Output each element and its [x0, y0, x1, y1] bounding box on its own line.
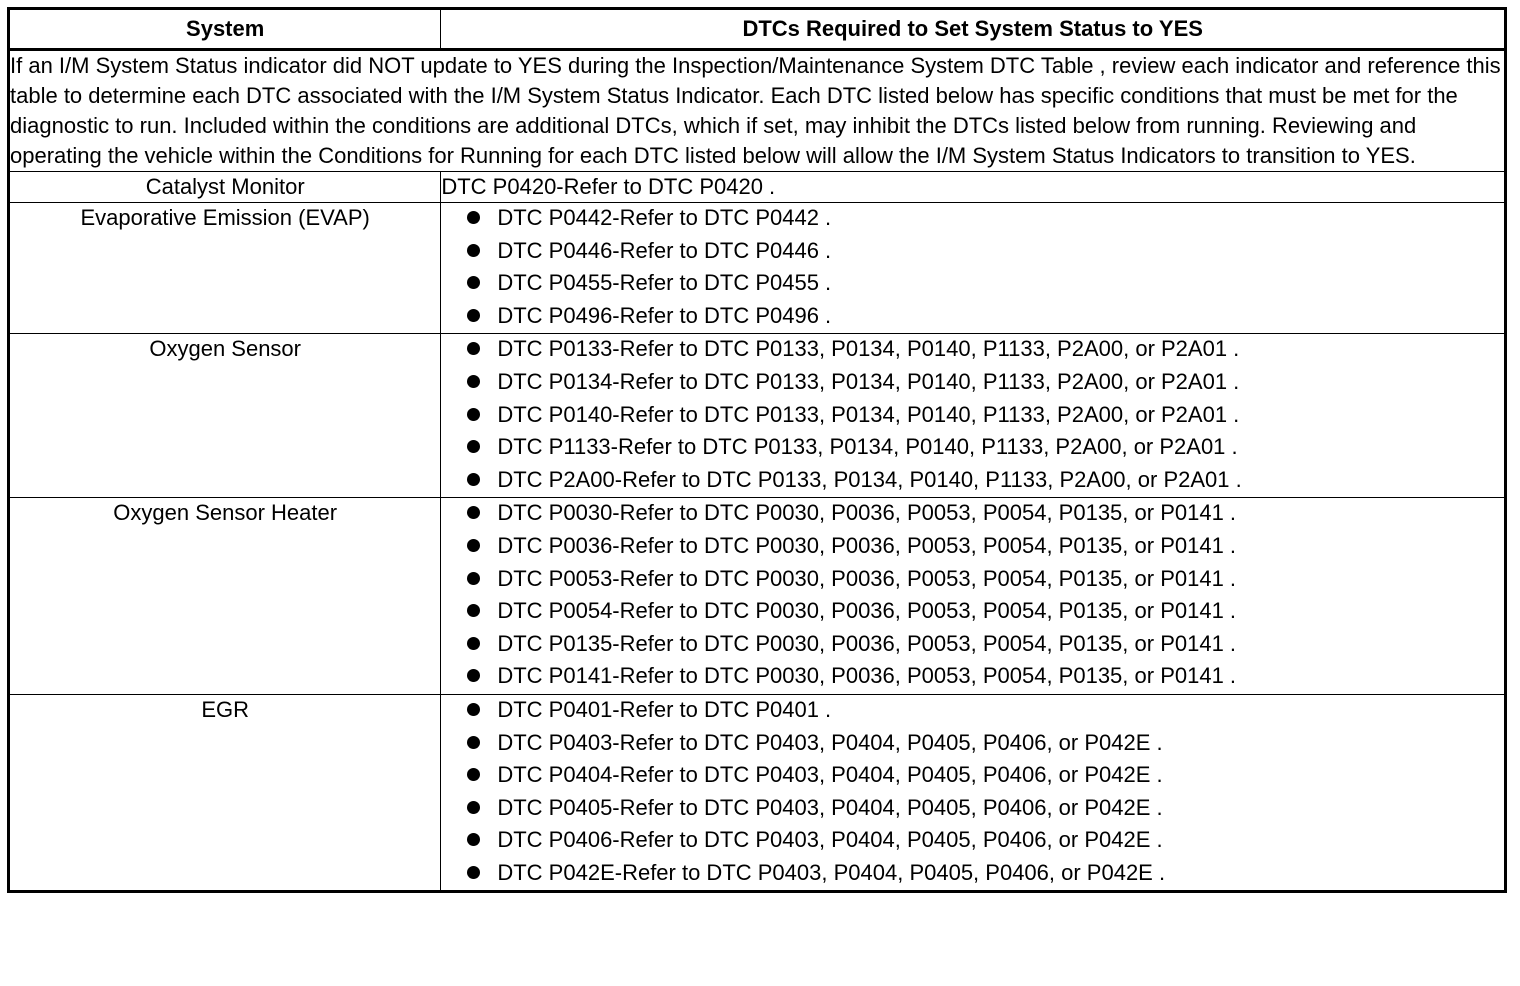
dtc-entry: DTC P0403-Refer to DTC P0403, P0404, P0405, P0406, or P042E .: [497, 729, 1163, 755]
dtc-list-cell: [441, 498, 1506, 695]
dtc-entry: DTC P0401-Refer to DTC P0401 .: [497, 696, 832, 722]
bullet-icon: [467, 539, 480, 552]
list-item: [441, 760, 1504, 793]
bullet-icon: [467, 637, 480, 650]
table-row: [9, 172, 1506, 203]
list-item: [441, 661, 1504, 694]
dtc-list: [441, 203, 1504, 333]
dtc-list: [441, 334, 1504, 497]
list-item: [441, 629, 1504, 662]
list-item: [441, 498, 1504, 531]
bullet-icon: [467, 244, 480, 257]
system-name: Oxygen Sensor: [9, 334, 441, 498]
list-item: [441, 432, 1504, 465]
dtc-list: [441, 498, 1504, 694]
list-item: [441, 858, 1504, 891]
system-name: Catalyst Monitor: [9, 172, 441, 203]
dtc-entry: DTC P0420-Refer to DTC P0420 .: [441, 172, 1506, 203]
bullet-icon: [467, 506, 480, 519]
list-item: [441, 203, 1504, 236]
dtc-entry: DTC P0134-Refer to DTC P0133, P0134, P0140, P1133, P2A00, or P2A01 .: [497, 368, 1240, 394]
dtc-entry: DTC P0405-Refer to DTC P0403, P0404, P0405, P0406, or P042E .: [497, 794, 1163, 820]
dtc-list: [441, 695, 1504, 891]
dtc-entry: DTC P0054-Refer to DTC P0030, P0036, P0053, P0054, P0135, or P0141 .: [497, 598, 1237, 624]
bullet-icon: [467, 309, 480, 322]
dtc-entry: DTC P2A00-Refer to DTC P0133, P0134, P0140, P1133, P2A00, or P2A01 .: [497, 466, 1242, 492]
dtc-list-cell: [441, 334, 1506, 498]
bullet-icon: [467, 375, 480, 388]
bullet-icon: [467, 408, 480, 421]
dtc-entry: DTC P0133-Refer to DTC P0133, P0134, P0140, P1133, P2A00, or P2A01 .: [497, 336, 1240, 362]
table-header-row: [9, 9, 1506, 50]
dtc-entry: DTC P0053-Refer to DTC P0030, P0036, P0053, P0054, P0135, or P0141 .: [497, 565, 1237, 591]
bullet-icon: [467, 866, 480, 879]
system-name: Evaporative Emission (EVAP): [9, 203, 441, 334]
list-item: [441, 531, 1504, 564]
list-item: [441, 334, 1504, 367]
system-name: EGR: [9, 694, 441, 892]
dtc-entry: DTC P0030-Refer to DTC P0030, P0036, P0053, P0054, P0135, or P0141 .: [497, 500, 1237, 526]
dtc-list-cell: [441, 694, 1506, 892]
header-dtcs-required: DTCs Required to Set System Status to YES: [441, 9, 1506, 50]
list-item: [441, 596, 1504, 629]
dtc-entry: DTC P0496-Refer to DTC P0496 .: [497, 302, 832, 328]
table-row: [9, 694, 1506, 892]
list-item: [441, 564, 1504, 597]
bullet-icon: [467, 440, 480, 453]
dtc-entry: DTC P0135-Refer to DTC P0030, P0036, P0053, P0054, P0135, or P0141 .: [497, 630, 1237, 656]
dtc-entry: DTC P042E-Refer to DTC P0403, P0404, P0405, P0406, or P042E .: [497, 859, 1166, 885]
dtc-entry: DTC P1133-Refer to DTC P0133, P0134, P0140, P1133, P2A00, or P2A01 .: [497, 434, 1238, 460]
bullet-icon: [467, 833, 480, 846]
list-item: [441, 400, 1504, 433]
intro-paragraph: If an I/M System Status indicator did NOT update to YES during the Inspection/Maintenance System DTC Table , review each indicator and reference this table to determine each DTC associated with the I/M System Status Indicator. Each DTC listed below has specific conditions that must be met for the diagnostic to run. Included within the conditions are additional DTCs, which if set, may inhibit the DTCs listed below from running. Reviewing and operating the vehicle within the Conditions for Running for each DTC listed below will allow the I/M System Status Indicators to transition to YES.: [9, 50, 1506, 172]
dtc-entry: DTC P0446-Refer to DTC P0446 .: [497, 237, 832, 263]
list-item: [441, 367, 1504, 400]
list-item: [441, 728, 1504, 761]
bullet-icon: [467, 276, 480, 289]
bullet-icon: [467, 801, 480, 814]
bullet-icon: [467, 669, 480, 682]
dtc-entry: DTC P0140-Refer to DTC P0133, P0134, P0140, P1133, P2A00, or P2A01 .: [497, 401, 1240, 427]
list-item: [441, 236, 1504, 269]
bullet-icon: [467, 604, 480, 617]
table-row: [9, 498, 1506, 695]
list-item: [441, 695, 1504, 728]
dtc-entry: DTC P0455-Refer to DTC P0455 .: [497, 270, 832, 296]
dtc-entry: DTC P0442-Refer to DTC P0442 .: [497, 205, 832, 230]
list-item: [441, 465, 1504, 498]
dtc-entry: DTC P0404-Refer to DTC P0403, P0404, P0405, P0406, or P042E .: [497, 762, 1163, 788]
table-row: [9, 334, 1506, 498]
dtc-entry: DTC P0141-Refer to DTC P0030, P0036, P0053, P0054, P0135, or P0141 .: [497, 663, 1237, 689]
system-name: Oxygen Sensor Heater: [9, 498, 441, 695]
bullet-icon: [467, 342, 480, 355]
bullet-icon: [467, 211, 480, 224]
bullet-icon: [467, 736, 480, 749]
bullet-icon: [467, 572, 480, 585]
intro-row: [9, 50, 1506, 172]
list-item: [441, 793, 1504, 826]
list-item: [441, 825, 1504, 858]
dtc-list-cell: [441, 203, 1506, 334]
dtc-entry: DTC P0036-Refer to DTC P0030, P0036, P0053, P0054, P0135, or P0141 .: [497, 532, 1237, 558]
dtc-table: [7, 7, 1507, 893]
list-item: [441, 268, 1504, 301]
bullet-icon: [467, 703, 480, 716]
list-item: [441, 301, 1504, 334]
bullet-icon: [467, 473, 480, 486]
table-row: [9, 203, 1506, 334]
bullet-icon: [467, 768, 480, 781]
dtc-entry: DTC P0406-Refer to DTC P0403, P0404, P0405, P0406, or P042E .: [497, 827, 1163, 853]
header-system: System: [9, 9, 441, 50]
